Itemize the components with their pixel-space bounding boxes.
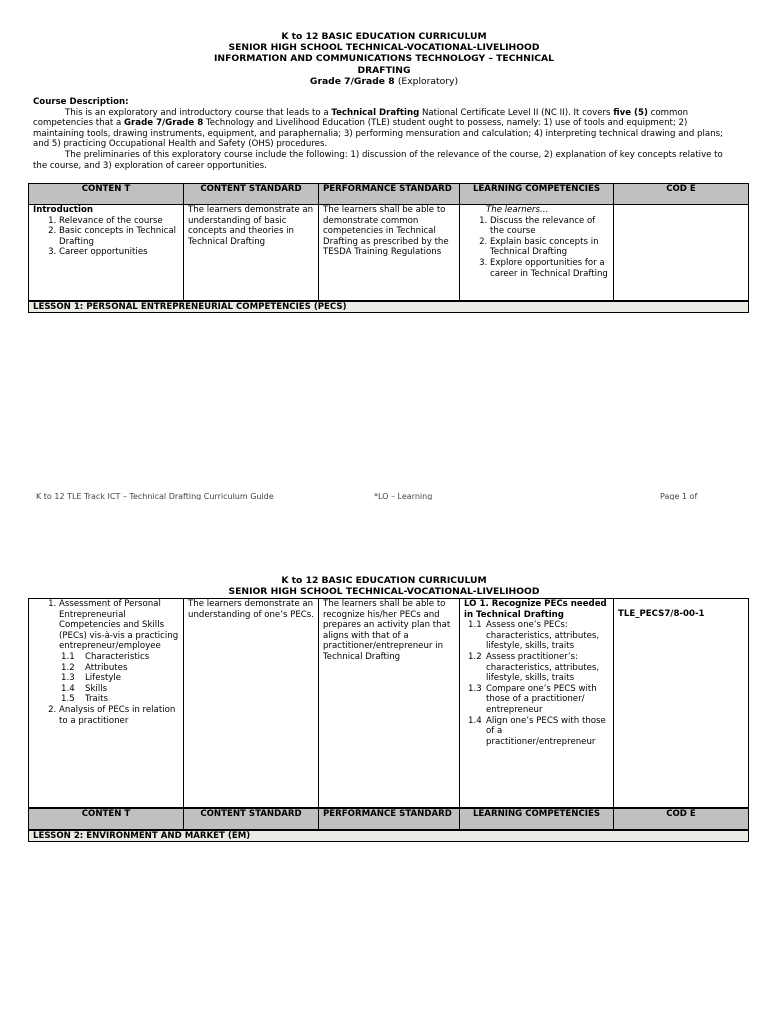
list-item	[59, 599, 179, 705]
curriculum-header	[0, 575, 768, 597]
curriculum-header	[0, 31, 768, 87]
pecs-content-list	[33, 599, 179, 726]
list-item: 2. Explain basic concepts in Technical Drafting	[490, 237, 609, 258]
performance-standard-cell: The learners shall be able to recognize his/her PECs and prepares an activity plan that aligns with that of a practitioner/entrepreneur in Technical Drafting	[319, 599, 460, 808]
intro-title: Introduction	[33, 205, 94, 215]
page-1	[0, 0, 768, 500]
header-line-1: K to 12 BASIC EDUCATION CURRICULUM	[281, 31, 487, 42]
col-header-content: CONTEN T	[29, 808, 184, 830]
learning-competencies-cell	[460, 205, 614, 301]
list-item: 2. Basic concepts in Technical Drafting	[59, 226, 179, 247]
sub-text: Attributes	[85, 662, 128, 673]
header-line-2: SENIOR HIGH SCHOOL TECHNICAL-VOCATIONAL-LIVELIHOOD	[228, 42, 540, 54]
curriculum-table-1	[28, 183, 749, 313]
sub-list-item	[61, 673, 179, 684]
content-standard-cell: The learners demonstrate an understanding of one’s PECs.	[184, 599, 319, 808]
col-header-code: COD E	[614, 808, 749, 830]
sub-text: Traits	[85, 694, 109, 705]
desc-bold-text: Technical Drafting	[331, 107, 420, 118]
course-description-paragraph-2: The preliminaries of this exploratory course include the following: 1) discussion of the relevance of the course, 2) explanation of key concepts relative to the course, and 3) exploration of career opportunities.	[33, 149, 723, 171]
header-grade	[0, 76, 768, 87]
col-header-content: CONTEN T	[29, 184, 184, 205]
learning-competencies-cell	[460, 599, 614, 808]
sub-number: 1.2	[61, 662, 75, 673]
sub-number: 1.4	[61, 683, 75, 694]
desc-bold-text: Grade 7/Grade 8	[124, 118, 204, 129]
lesson-1-label: LESSON 1: PERSONAL ENTREPRENEURIAL COMPETENCIES (PECS)	[29, 301, 749, 313]
col-header-learning-competencies: LEARNING COMPETENCIES	[460, 184, 614, 205]
curriculum-table-2	[28, 598, 749, 842]
page-2	[0, 570, 768, 1024]
lesson-row	[29, 301, 749, 313]
header-line-2: SENIOR HIGH SCHOOL TECHNICAL-VOCATIONAL-LIVELIHOOD	[228, 586, 540, 598]
footer-left: K to 12 TLE Track ICT – Technical Drafting Curriculum Guide	[36, 492, 274, 500]
sub-list-item	[61, 684, 179, 695]
table-header-row	[29, 808, 749, 830]
list-item: 1. Relevance of the course	[59, 216, 179, 227]
item-number: 1.4	[468, 715, 482, 726]
item-number: 1.1	[468, 620, 482, 631]
list-item: 1. Discuss the relevance of the course	[490, 216, 609, 237]
page-footer	[0, 492, 768, 500]
list-item	[468, 651, 609, 684]
desc-bold-text: five (5)	[613, 107, 648, 118]
lesson-row	[29, 830, 749, 842]
list-item-text: Assessment of Personal Entrepreneurial Competencies and Skills (PECs) vis-à-vis a practicing entrepreneur/employee	[59, 599, 179, 652]
grade-note: (Exploratory)	[397, 75, 459, 87]
course-description	[33, 97, 733, 171]
list-item	[468, 620, 609, 652]
sub-number: 1.5	[61, 694, 75, 705]
item-number: 1.2	[468, 651, 482, 662]
code-cell	[614, 205, 749, 301]
col-header-content-standard: CONTENT STANDARD	[184, 184, 319, 205]
lc-list	[464, 620, 609, 747]
item-text: Compare one’s PECS with those of a practitioner/ entrepreneur	[486, 683, 597, 715]
sub-list	[59, 652, 179, 705]
header-line-4: DRAFTING	[357, 64, 411, 76]
sub-number: 1.3	[61, 673, 75, 684]
col-header-performance-standard: PERFORMANCE STANDARD	[319, 808, 460, 830]
course-description-title: Course Description:	[33, 97, 129, 107]
header-line-3: INFORMATION AND COMMUNICATIONS TECHNOLOGY – TECHNICAL	[214, 53, 554, 65]
desc-text: common competencies that a	[33, 107, 689, 129]
lc-list	[464, 216, 609, 280]
sub-number: 1.1	[61, 651, 75, 662]
lo-title: LO 1. Recognize PECs needed in Technical Drafting	[464, 599, 607, 620]
intro-content-list	[33, 216, 179, 258]
table-row	[29, 205, 749, 301]
lc-lead: The learners…	[486, 205, 549, 215]
list-item: 3. Career opportunities	[59, 247, 179, 258]
sub-text: Skills	[85, 683, 108, 694]
list-item	[468, 683, 609, 716]
sub-text: Lifestyle	[85, 673, 122, 684]
lesson-2-label: LESSON 2: ENVIRONMENT AND MARKET (EM)	[29, 830, 749, 842]
content-cell	[29, 599, 184, 808]
desc-text: Technology and Livelihood Education (TLE) student ought to possess, namely: 1) use of tools and equipment; 2) maintaining tools, drawing instruments, equipment, and paraphernalia; 3) performing mensuration and calculation; 4) interpreting technical drawing and plans; and 5) practicing Occupational Health and Safety (OHS) procedures.	[33, 118, 723, 150]
list-item	[468, 715, 609, 748]
item-text: Align one’s PECS with those of a practitioner/entrepreneur	[486, 715, 606, 747]
header-line-1: K to 12 BASIC EDUCATION CURRICULUM	[281, 575, 487, 586]
sub-list-item	[61, 663, 179, 674]
grade-label: Grade 7/Grade 8	[309, 75, 395, 87]
content-standard-cell: The learners demonstrate an understanding of basic concepts and theories in Technical Drafting	[184, 205, 319, 301]
col-header-learning-competencies: LEARNING COMPETENCIES	[460, 808, 614, 830]
col-header-performance-standard: PERFORMANCE STANDARD	[319, 184, 460, 205]
desc-text: National Certificate Level II (NC II). It covers	[419, 107, 614, 118]
item-text: Assess one’s PECs: characteristics, attributes, lifestyle, skills, traits	[486, 620, 600, 652]
list-item: 2. Analysis of PECs in relation to a practitioner	[59, 705, 179, 726]
performance-standard-cell: The learners shall be able to demonstrate common competencies in Technical Drafting as prescribed by the TESDA Training Regulations	[319, 205, 460, 301]
sub-list-item	[61, 652, 179, 663]
item-text: Assess practitioner’s: characteristics, attributes, lifestyle, skills, traits	[486, 651, 600, 684]
col-header-content-standard: CONTENT STANDARD	[184, 808, 319, 830]
course-description-paragraph-1	[33, 108, 733, 150]
col-header-code: COD E	[614, 184, 749, 205]
sub-list-item	[61, 694, 179, 705]
table-header-row	[29, 184, 749, 205]
sub-text: Characteristics	[85, 651, 150, 662]
code-cell: TLE_PECS7/8-00-1	[614, 599, 749, 808]
item-number: 1.3	[468, 683, 482, 694]
footer-mid: *LO – Learning	[374, 492, 433, 500]
list-item: 3. Explore opportunities for a career in Technical Drafting	[490, 258, 609, 279]
footer-right: Page 1 of	[660, 492, 698, 500]
desc-text: This is an exploratory and introductory course that leads to a	[65, 107, 332, 118]
content-cell	[29, 205, 184, 301]
table-row	[29, 599, 749, 808]
